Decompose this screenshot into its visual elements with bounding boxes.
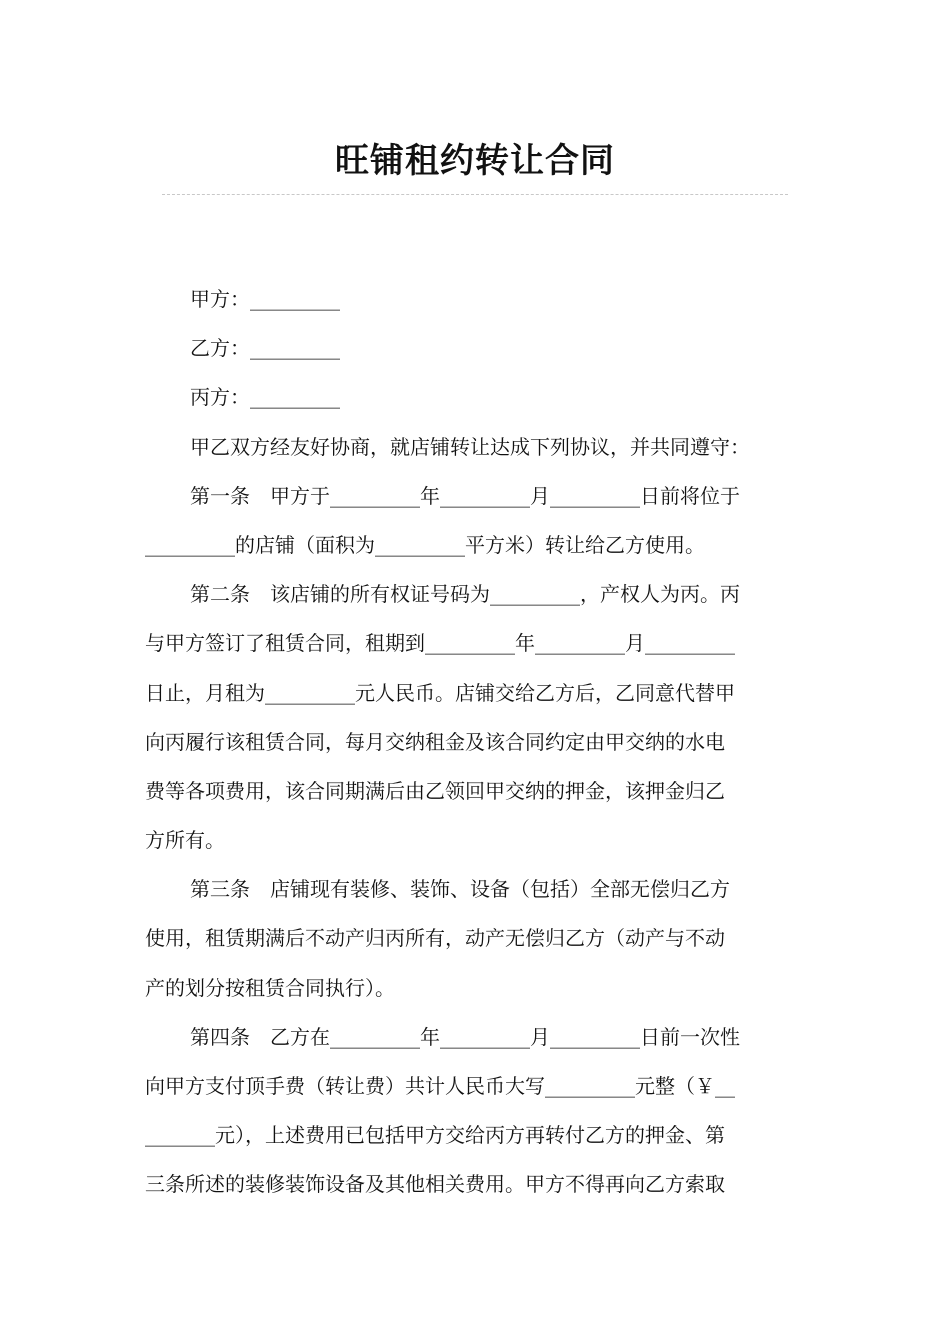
article-3-line-1: 第三条 店铺现有装修、装饰、设备（包括）全部无偿归乙方 — [190, 877, 730, 902]
title-divider — [162, 194, 788, 195]
article-2-line-5: 费等各项费用，该合同期满后由乙领回甲交纳的押金，该押金归乙 — [145, 778, 725, 803]
document-body — [145, 275, 805, 1210]
article-2-line-1: 第二条 该店铺的所有权证号码为_________，产权人为丙。丙 — [190, 582, 740, 607]
article-2-line-4: 向丙履行该租赁合同，每月交纳租金及该合同约定由甲交纳的水电 — [145, 729, 725, 754]
article-4-line-4: 三条所述的装修装饰设备及其他相关费用。甲方不得再向乙方索取 — [145, 1172, 725, 1197]
article-1-line-1: 第一条 甲方于_________年_________月_________日前将位于 — [190, 483, 740, 508]
party-a-line: 甲方：_________ — [190, 287, 340, 311]
article-4-line-1: 第四条 乙方在_________年_________月_________日前一次性 — [190, 1024, 740, 1049]
preamble-line: 甲乙双方经友好协商，就店铺转让达成下列协议，并共同遵守： — [190, 434, 750, 459]
party-c-line: 丙方：_________ — [190, 385, 340, 410]
party-b-line: 乙方：_________ — [190, 336, 340, 361]
article-4-line-2: 向甲方支付顶手费（转让费）共计人民币大写_________元整（￥__ — [145, 1074, 735, 1098]
article-2-line-6: 方所有。 — [145, 828, 225, 853]
document-title: 旺铺租约转让合同 — [335, 141, 615, 181]
article-1-line-2: _________的店铺（面积为_________平方米）转让给乙方使用。 — [145, 532, 705, 557]
article-4-line-3: _______元），上述费用已包括甲方交给丙方再转付乙方的押金、第 — [145, 1123, 725, 1148]
article-2-line-2: 与甲方签订了租赁合同，租期到_________年_________月_________ — [145, 631, 735, 656]
article-3-line-3: 产的划分按租赁合同执行）。 — [145, 975, 395, 1000]
article-2-line-3: 日止，月租为_________元人民币。店铺交给乙方后，乙同意代替甲 — [145, 680, 735, 705]
article-3-line-2: 使用，租赁期满后不动产归丙所有，动产无偿归乙方（动产与不动 — [145, 926, 725, 951]
